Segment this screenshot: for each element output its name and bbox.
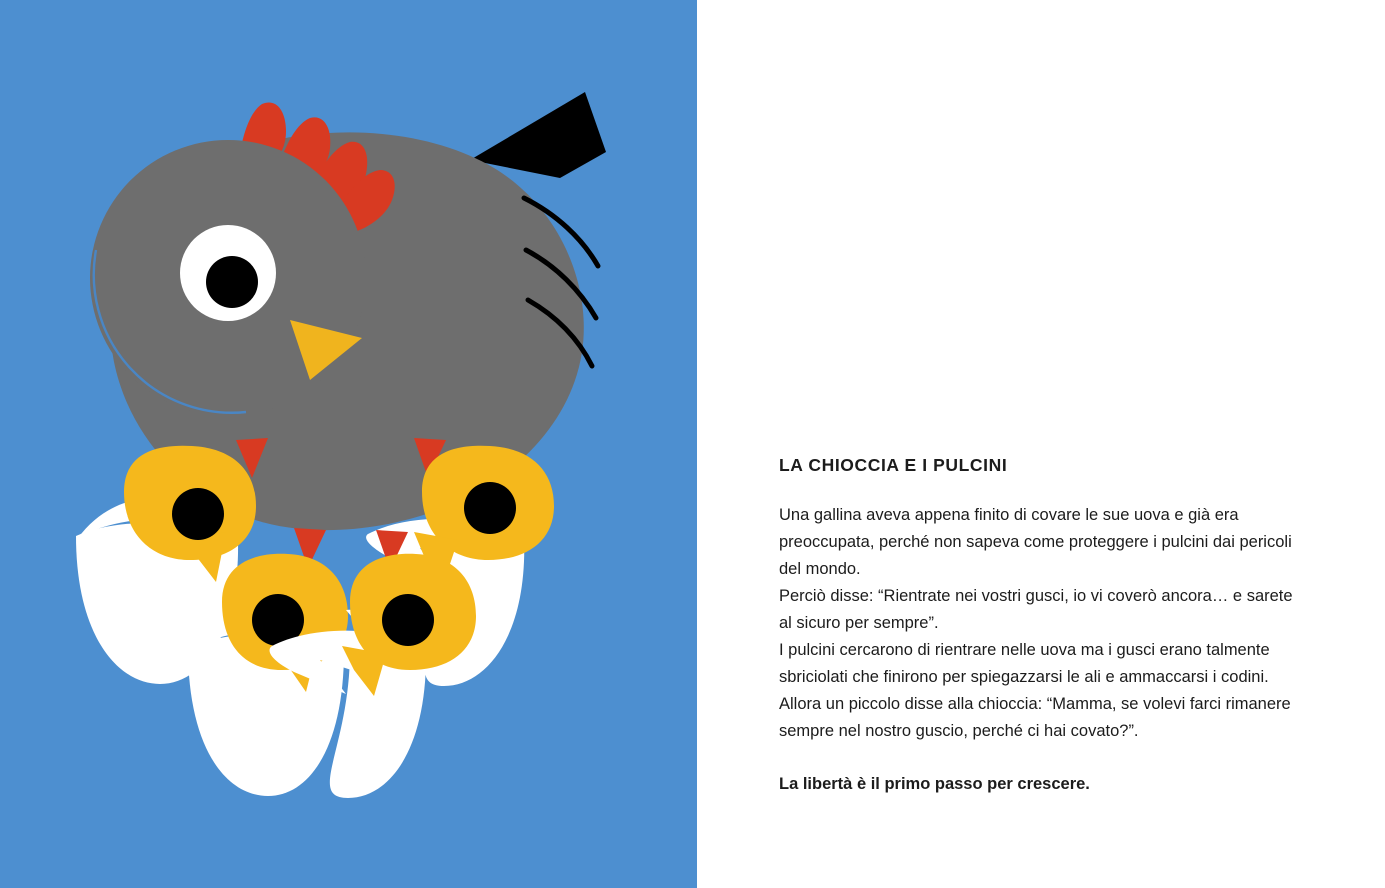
story-paragraph: I pulcini cercarono di rientrare nelle uova ma i gusci erano talmente sbriciolati che finirono per spiegazzarsi le ali e ammaccarsi i codini. <box>779 641 1270 686</box>
story-paragraph: Una gallina aveva appena finito di covare le sue uova e già era preoccupata, perché non sapeva come proteggere i pulcini dai pericoli del mondo. <box>779 506 1292 578</box>
tail-icon <box>470 92 606 178</box>
page-title: LA CHIOCCIA E I PULCINI <box>779 455 1008 475</box>
story-paragraph: Allora un piccolo disse alla chioccia: “Mamma, se volevi farci rimanere sempre nel nostro guscio, perché ci hai covato?”. <box>779 695 1291 740</box>
text-page <box>697 0 1385 888</box>
story-block <box>779 455 1299 815</box>
eye-icon <box>180 225 276 321</box>
story-moral: La libertà è il primo passo per crescere. <box>779 775 1090 793</box>
story-paragraph: Perciò disse: “Rientrate nei vostri gusci, io vi coverò ancora… e sarete al sicuro per sempre”. <box>779 587 1293 632</box>
story-body <box>779 502 1299 745</box>
